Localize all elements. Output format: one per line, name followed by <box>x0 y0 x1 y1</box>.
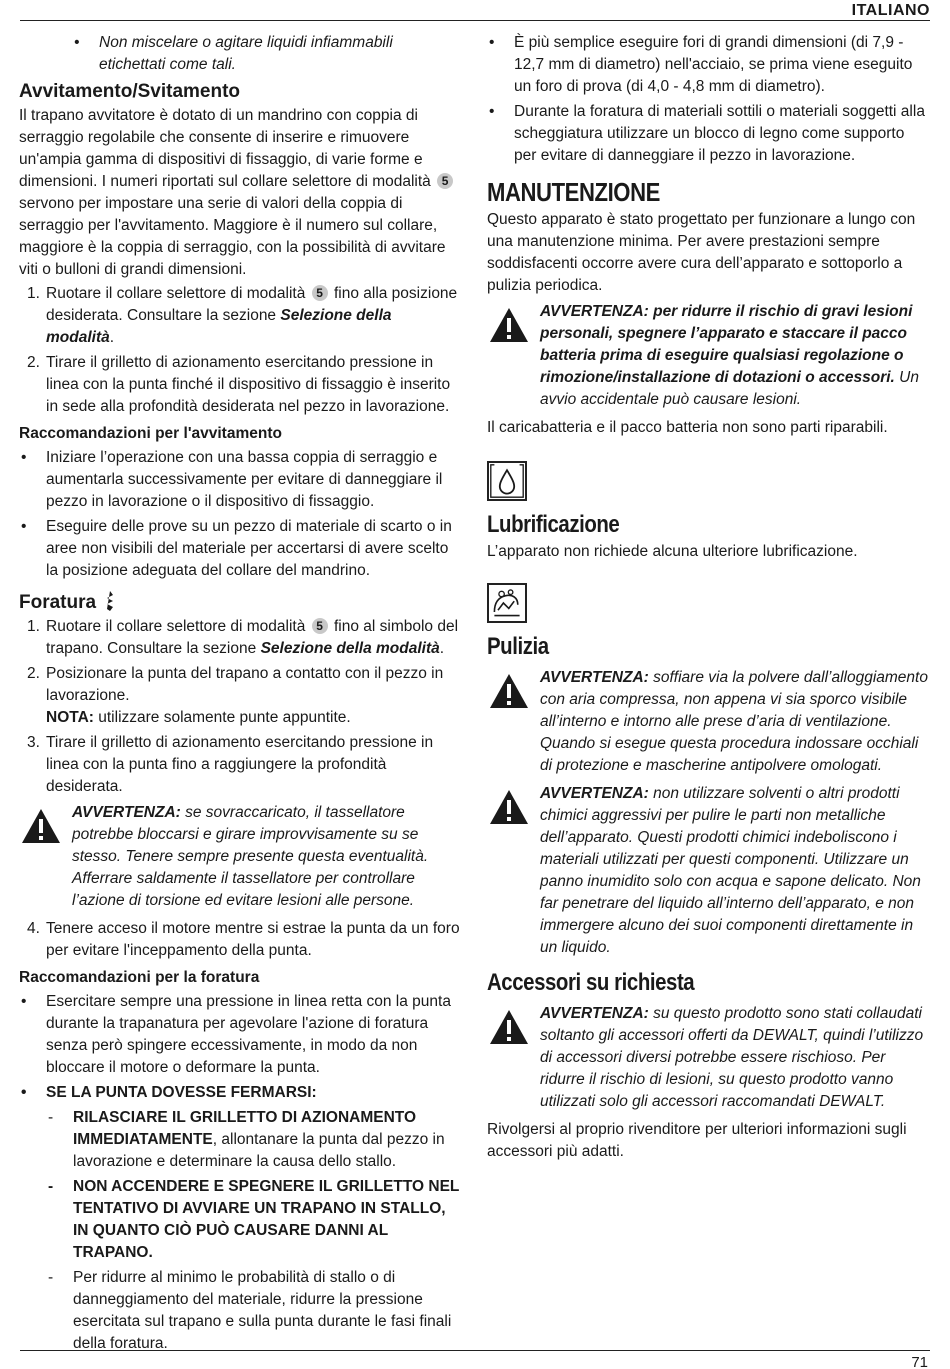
cleaning-icon <box>487 583 527 623</box>
list-item: • Eseguire delle prove su un pezzo di materiale di scarto o in aree non visibili del materiale per accertarsi di avere scelto la posizione adeguata del collare del mandrino. <box>21 518 452 579</box>
avvitamento-paragraph: Il trapano avvitatore è dotato di un mandrino con coppia di serraggio regolabile che consente di inserire e rimuovere un'ampia gamma di dispositivi di fissaggio, di varie forme e dimensioni. I numeri riportati sul collare selettore di modalità 5 servono per impostare una serie di valori della coppia di serraggio per l'avvitamento. Maggiore è il numero sul collare, maggiore è la coppia di serraggio, con la possibilità di avvitare viti o bulloni di grandi dimensioni. <box>19 105 461 281</box>
accessori-paragraph: Rivolgersi al proprio rivenditore per ulteriori informazioni sugli accessori più adatti. <box>487 1121 907 1160</box>
sub-list-item: - RILASCIARE IL GRILLETTO DI AZIONAMENTO IMMEDIATAMENTE, allontanare la punta dal pezzo in lavorazione e determinare la causa dello stallo. <box>48 1109 445 1170</box>
drill-bit-icon <box>105 591 115 611</box>
left-column <box>19 32 461 1358</box>
warning-icon <box>489 789 529 825</box>
list-item: • Iniziare l’operazione con una bassa coppia di serraggio e aumentarla successivamente per evitare di danneggiare il pezzo in lavorazione o il dispositivo di fissaggio. <box>21 449 443 510</box>
warning-icon <box>489 1009 529 1045</box>
page-number: 71 <box>911 1354 928 1369</box>
manutenzione-paragraph-2: Il caricabatteria e il pacco batteria non sono parti riparabili. <box>487 419 888 436</box>
lubrication-icon <box>487 461 527 501</box>
sub-list-item: - NON ACCENDERE E SPEGNERE IL GRILLETTO NEL TENTATIVO DI AVVIARE UN TRAPANO IN STALLO, IN QUANTO CIÒ PUÒ CAUSARE DANNI AL TRAPANO. <box>48 1178 460 1261</box>
manutenzione-paragraph: Questo apparato è stato progettato per funzionare a lungo con una manutenzione minima. Per avere prestazioni sempre soddisfacenti occorre avere cura dell’apparato e sottoporlo a pulizia periodica. <box>487 211 916 294</box>
lubrificazione-paragraph: L’apparato non richiede alcuna ulteriore lubrificazione. <box>487 543 858 560</box>
warning-icon <box>489 673 529 709</box>
intro-bullet: • Non miscelare o agitare liquidi infiammabili etichettati come tali. <box>74 34 393 73</box>
section-title-pulizia: Pulizia <box>487 633 549 660</box>
warning-icon <box>489 307 529 343</box>
raccomandazioni-foratura-title: Raccomandazioni per la foratura <box>19 969 260 986</box>
list-item: • Esercitare sempre una pressione in linea retta con la punta durante la trapanatura per agevolare l'azione di foratura senza però spingere eccessivamente, in modo da non bloccare il motore o deformare la punta. <box>21 993 451 1076</box>
raccomandazioni-avvitamento-title: Raccomandazioni per l'avvitamento <box>19 425 282 442</box>
list-item: • Durante la foratura di materiali sottili o materiali soggetti alla scheggiatura utilizzare un blocco di legno come supporto per evitare di danneggiare il pezzo in lavorazione. <box>489 103 925 164</box>
right-column <box>487 32 930 1165</box>
accessori-warning: AVVERTENZA: su questo prodotto sono stati collaudati soltanto gli accessori offerti da DEWALT, quindi l’utilizzo di accessori diversi potrebbe essere rischioso. Per ridurre il rischio di lesioni, su questo prodotto vanno utilizzati solo gli accessori raccomandati DEWALT. <box>487 1003 930 1113</box>
top-rule <box>20 20 930 21</box>
badge-5: 5 <box>312 618 328 634</box>
section-title-accessori: Accessori su richiesta <box>487 969 695 996</box>
pulizia-warning-2: AVVERTENZA: non utilizzare solventi o altri prodotti chimici aggressivi per pulire le parti non metalliche dell’apparato. Questi prodotti chimici indeboliscono i materiali utilizzati per questi componenti. Utilizzare un panno inumidito solo con acqua e sapone delicato. Non far penetrare del liquido all’interno dell’apparato, e non immergere alcuno dei suoi componenti direttamente in un liquido. <box>487 783 930 959</box>
list-item: • È più semplice eseguire fori di grandi dimensioni (di 7,9 - 12,7 mm di diametro) nell'acciaio, se prima viene eseguito un foro di prova (di 4,0 - 4,8 mm di diametro). <box>489 34 913 95</box>
section-title-manutenzione: MANUTENZIONE <box>487 177 660 207</box>
section-title-foratura: Foratura <box>19 590 461 616</box>
foratura-step-1: 1. Ruotare il collare selettore di modalità 5 fino al simbolo del trapano. Consultare la sezione Selezione della modalità. <box>27 618 459 657</box>
section-title-lubrificazione: Lubrificazione <box>487 511 620 538</box>
avvitamento-step-1: 1. Ruotare il collare selettore di modalità 5 fino alla posizione desiderata. Consultare la sezione Selezione della modalità. <box>27 285 458 346</box>
foratura-step-3: 3. Tirare il grilletto di azionamento esercitando pressione in linea con la punta fino a raggiungere la profondità desiderata. <box>27 734 434 795</box>
manutenzione-warning: AVVERTENZA: per ridurre il rischio di gravi lesioni personali, spegnere l’apparato e staccare il pacco batteria prima di eseguire qualsiasi regolazione o rimozione/installazione di dotazioni o accessori. Un avvio accidentale può causare lesioni. <box>487 301 930 411</box>
foratura-step-4: 4. Tenere acceso il motore mentre si estrae la punta da un foro per evitare l'inceppamento della punta. <box>27 920 460 959</box>
section-title-avvitamento: Avvitamento/Svitamento <box>19 81 241 102</box>
warning-icon <box>21 808 61 844</box>
avvitamento-step-2: 2. Tirare il grilletto di azionamento esercitando pressione in linea con la punta finché il dispositivo di fissaggio è inserito in sede alla profondità desiderata nel pezzo in lavorazione. <box>27 354 451 415</box>
list-item: • SE LA PUNTA DOVESSE FERMARSI: <box>21 1084 317 1101</box>
bottom-rule <box>20 1350 930 1351</box>
language-header: ITALIANO <box>851 2 930 19</box>
badge-5: 5 <box>437 173 453 189</box>
foratura-step-2: 2. Posizionare la punta del trapano a contatto con il pezzo in lavorazione. NOTA: utilizzare solamente punte appuntite. <box>27 665 444 726</box>
badge-5: 5 <box>312 285 328 301</box>
sub-list-item: - Per ridurre al minimo le probabilità di stallo o di danneggiamento del materiale, ridurre la pressione esercitata sul trapano e sulla punta durante le fasi finali della foratura. <box>48 1269 452 1352</box>
foratura-warning: AVVERTENZA: se sovraccaricato, il tassellatore potrebbe bloccarsi e girare improvvisamente su se stesso. Tenere sempre presente questa eventualità. Afferrare saldamente il tassellatore per controllare l’azione di torsione ed evitare lesioni alle persone. <box>19 802 461 912</box>
pulizia-warning-1: AVVERTENZA: soffiare via la polvere dall’alloggiamento con aria compressa, non appena vi sia sporco visibile all’interno e intorno alle prese d’aria di ventilazione. Quando si esegue questa procedura indossare occhiali di protezione e mascherine antipolvere omologati. <box>487 667 930 777</box>
